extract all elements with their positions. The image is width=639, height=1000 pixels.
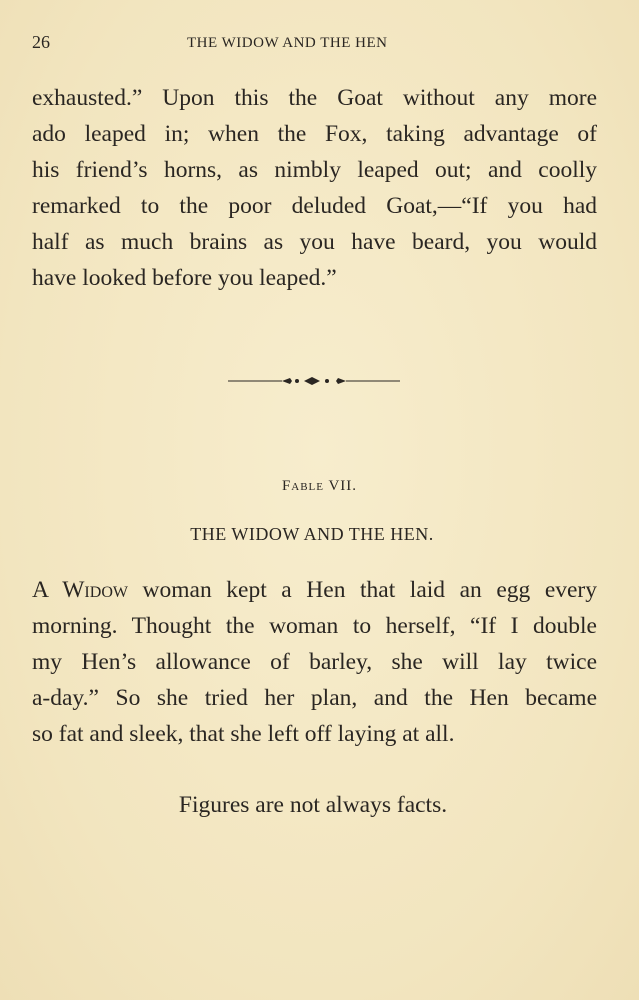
first-line-rest: woman kept a Hen that laid an egg every [142, 577, 598, 603]
fable-title: THE WIDOW AND THE HEN. [190, 524, 434, 544]
fable-body [32, 572, 597, 752]
text-line: ado leaped in; when the Fox, taking advantage of [32, 121, 597, 147]
previous-fable-conclusion [32, 80, 597, 296]
text-line: so fat and sleek, that she left off laying at all. [32, 721, 455, 747]
text-line: morning. Thought the woman to herself, “If I double [32, 613, 597, 639]
fable-moral: Figures are not always facts. [178, 792, 448, 818]
smallcaps-word: Widow [62, 577, 128, 603]
page-number: 26 [32, 32, 50, 52]
running-title: THE WIDOW AND THE HEN [187, 35, 388, 51]
running-head [32, 32, 599, 56]
text-line: his friend’s horns, as nimbly leaped out; and coolly [32, 157, 597, 183]
text-line: half as much brains as you have beard, you would [32, 229, 597, 255]
text-line: a-day.” So she tried her plan, and the Hen became [32, 685, 597, 711]
ornamental-divider [228, 373, 400, 389]
text-line: remarked to the poor deluded Goat,—“If you had [32, 193, 597, 219]
text-line: exhausted.” Upon this the Goat without any more [32, 85, 597, 111]
drop-initial: A [32, 577, 48, 603]
text-line [32, 572, 597, 608]
text-line: my Hen’s allowance of barley, she will lay twice [32, 649, 597, 675]
fable-number: Fable VII. [281, 478, 358, 494]
text-line: have looked before you leaped.” [32, 265, 337, 291]
